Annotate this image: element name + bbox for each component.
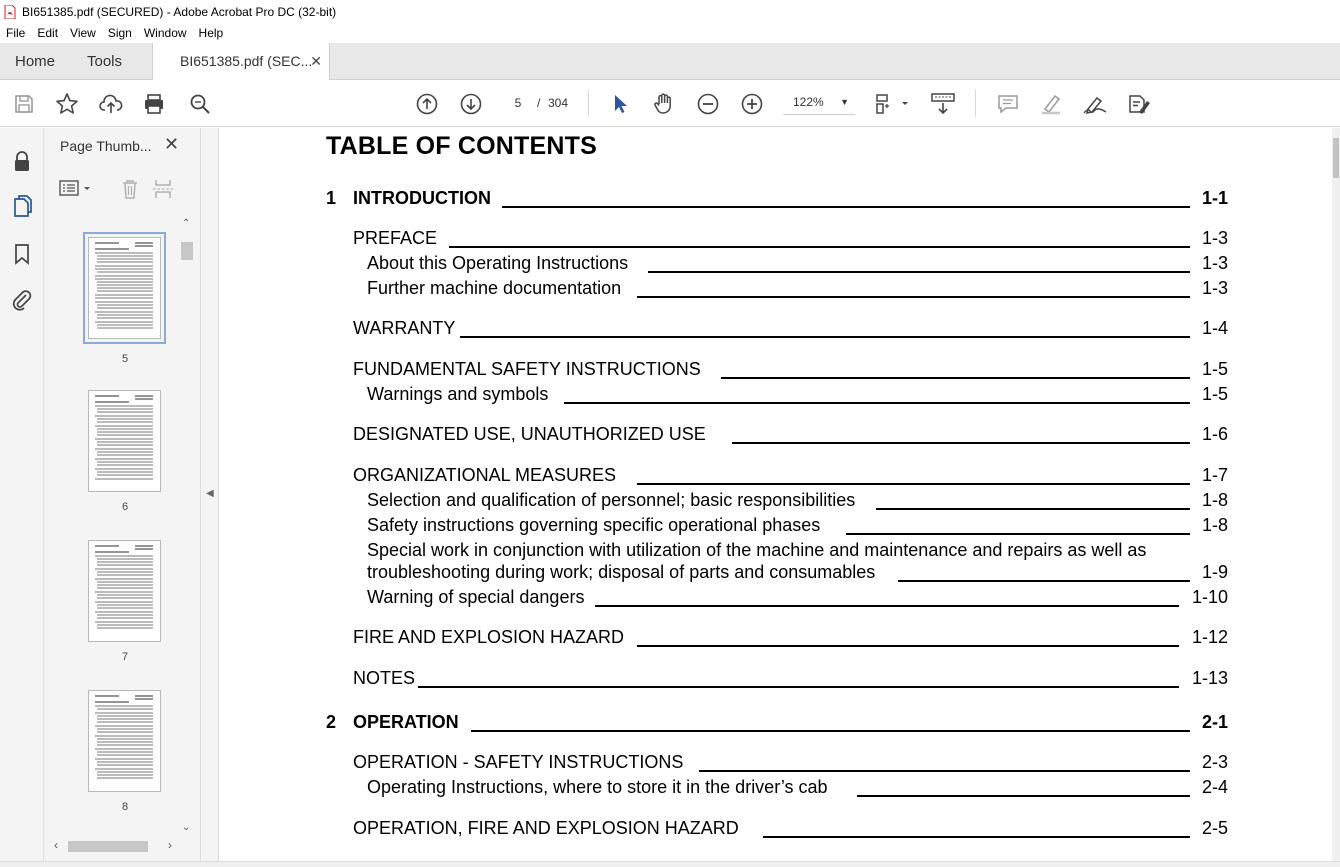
toc-entry[interactable] (367, 278, 1228, 300)
page-thumbnail[interactable] (88, 540, 161, 642)
toc-entry[interactable] (353, 818, 1228, 840)
toc-page: 1-9 (1201, 562, 1228, 582)
thumbnail-list (44, 218, 180, 828)
thumbnail-options-icon[interactable] (59, 179, 93, 202)
sign-icon[interactable] (1082, 91, 1108, 117)
find-icon[interactable] (187, 91, 213, 117)
menu-bar (0, 23, 1340, 43)
toc-entry[interactable] (367, 562, 1228, 584)
attachments-icon[interactable] (9, 287, 35, 313)
toolbar-divider (588, 90, 589, 117)
toc-entry[interactable] (367, 384, 1228, 406)
toc-label: DESIGNATED USE, UNAUTHORIZED USE (353, 424, 706, 444)
panel-collapse-handle[interactable] (201, 128, 219, 861)
page-number-input[interactable]: 5 (514, 96, 522, 110)
toc-label: ORGANIZATIONAL MEASURES (353, 465, 617, 485)
toc-label: Further machine documentation (367, 278, 622, 298)
toc-leader (763, 836, 1190, 838)
thumbnail-page-preview (89, 238, 160, 338)
menu-view[interactable]: View (70, 26, 96, 40)
toc-label: Special work in conjunction with utilization of the machine and maintenance and repairs as well as (367, 540, 1147, 560)
close-tab-icon[interactable]: ✕ (310, 53, 322, 69)
toc-leader (637, 483, 1190, 485)
menu-edit[interactable]: Edit (37, 26, 59, 40)
scroll-up-icon[interactable]: ⌃ (182, 218, 191, 229)
toc-entry[interactable] (353, 359, 1228, 381)
toc-page: 1-4 (1201, 318, 1228, 338)
toc-page: 1-8 (1201, 515, 1228, 535)
title-bar (0, 0, 1340, 23)
toc-leader (876, 508, 1190, 510)
tab-tools[interactable]: Tools (87, 53, 123, 70)
document-scrollbar[interactable] (1332, 128, 1340, 861)
toc-leader (898, 580, 1190, 582)
toc-label: troubleshooting during work; disposal of parts and consumables (367, 562, 876, 582)
page-separator: / (537, 96, 541, 110)
toc-label: About this Operating Instructions (367, 253, 629, 273)
toc-leader (732, 442, 1190, 444)
scrollbar-thumb[interactable] (181, 242, 193, 260)
toc-page: 2-1 (1201, 712, 1228, 732)
toc-label: Safety instructions governing specific operational phases (367, 515, 821, 535)
toc-entry[interactable] (353, 465, 1228, 487)
close-panel-icon[interactable]: ✕ (164, 134, 180, 154)
redact-icon[interactable] (1126, 91, 1152, 117)
toc-entry[interactable] (367, 587, 1228, 609)
toc-leader (637, 296, 1190, 298)
bookmark-star-icon[interactable] (54, 91, 80, 117)
delete-page-icon[interactable] (120, 178, 140, 205)
toc-label: Operating Instructions, where to store it in the driver’s cab (367, 777, 828, 797)
toc-entry[interactable] (367, 540, 1228, 562)
tab-home[interactable]: Home (15, 53, 56, 70)
toc-page: 1-5 (1201, 359, 1228, 379)
panel-title: Page Thumb... (60, 138, 152, 154)
toc-leader (846, 533, 1190, 535)
extract-page-icon[interactable] (152, 178, 174, 205)
toc-entry[interactable] (367, 777, 1228, 799)
prev-page-icon[interactable] (414, 91, 440, 117)
chevron-down-icon: ▼ (840, 97, 849, 107)
thumbnail-page-preview (89, 391, 160, 491)
page-thumbnail[interactable] (88, 237, 161, 339)
zoom-in-icon[interactable] (739, 91, 765, 117)
scroll-down-icon[interactable]: ⌄ (182, 822, 191, 833)
toc-label: Warning of special dangers (367, 587, 585, 607)
toc-page: 1-7 (1201, 465, 1228, 485)
toc-number: 1 (326, 188, 337, 208)
toolbar-divider (975, 90, 976, 117)
toc-page: 1-10 (1191, 587, 1228, 607)
toc-entry[interactable] (367, 490, 1228, 512)
scroll-left-icon[interactable]: ‹ (54, 838, 58, 852)
bookmarks-icon[interactable] (9, 241, 35, 267)
left-navigation-rail (0, 128, 44, 867)
toc-entry[interactable] (367, 253, 1228, 275)
scroll-right-icon[interactable]: › (168, 838, 172, 852)
zoom-value: 122% (793, 95, 824, 109)
thumbnail-scrollbar[interactable] (180, 218, 194, 838)
highlight-icon[interactable] (1038, 91, 1064, 117)
toc-leader (460, 336, 1190, 338)
toc-page: 1-13 (1191, 668, 1228, 688)
thumbnail-page-label: 6 (121, 501, 129, 513)
scrollbar-thumb[interactable] (1333, 138, 1339, 178)
panel-toolbar (44, 172, 201, 204)
menu-file[interactable]: File (6, 26, 26, 40)
scroll-mode-icon[interactable] (930, 91, 956, 117)
toc-label: OPERATION, FIRE AND EXPLOSION HAZARD (353, 818, 739, 838)
page-thumbnail[interactable] (88, 390, 161, 492)
main-toolbar (0, 80, 1340, 127)
hscrollbar-thumb[interactable] (68, 841, 148, 852)
tabs-bar (0, 43, 1340, 80)
lock-icon[interactable] (9, 148, 35, 174)
select-cursor-icon[interactable] (607, 91, 633, 117)
toc-page: 1-3 (1201, 253, 1228, 273)
toc-label: FUNDAMENTAL SAFETY INSTRUCTIONS (353, 359, 701, 379)
tab-document-label: BI651385.pdf (SEC... (180, 53, 313, 69)
thumbnail-page-label: 7 (121, 651, 129, 663)
toc-label: FIRE AND EXPLOSION HAZARD (353, 627, 625, 647)
pdf-file-icon (4, 5, 16, 19)
page-total: 304 (548, 96, 569, 110)
page-title: TABLE OF CONTENTS (326, 132, 597, 160)
status-strip (0, 861, 1340, 867)
next-page-icon[interactable] (458, 91, 484, 117)
toc-leader (502, 206, 1190, 208)
toc-label: OPERATION - SAFETY INSTRUCTIONS (353, 752, 684, 772)
print-icon[interactable] (141, 91, 167, 117)
toc-entry[interactable] (367, 515, 1228, 537)
document-view[interactable] (219, 128, 1332, 861)
tab-document[interactable] (152, 43, 330, 81)
toc-leader (637, 645, 1179, 647)
page-thumbnail[interactable] (88, 690, 161, 792)
toc-page: 2-5 (1201, 818, 1228, 838)
toc-entry[interactable] (326, 712, 1228, 734)
toc-leader (564, 402, 1190, 404)
toc-label: OPERATION (353, 712, 459, 732)
toc-leader (595, 605, 1179, 607)
zoom-out-icon[interactable] (695, 91, 721, 117)
toc-label: WARRANTY (353, 318, 456, 338)
toc-leader (699, 770, 1190, 772)
toc-entry[interactable] (353, 318, 1228, 340)
page-display-icon[interactable] (874, 91, 910, 117)
toc-leader (471, 730, 1190, 732)
upload-cloud-icon[interactable] (98, 91, 124, 117)
page-thumbnails-icon[interactable] (9, 193, 35, 219)
comment-icon[interactable] (995, 91, 1021, 117)
toc-label: Warnings and symbols (367, 384, 549, 404)
menu-sign[interactable]: Sign (107, 26, 132, 40)
toc-entry[interactable] (353, 752, 1228, 774)
toc-page: 1-3 (1201, 228, 1228, 248)
toc-entry[interactable] (353, 668, 1228, 690)
toc-page: 1-1 (1201, 188, 1228, 208)
window-title: BI651385.pdf (SECURED) - Adobe Acrobat Pro DC (32-bit) (22, 4, 337, 19)
thumbnail-page-label: 5 (121, 353, 129, 365)
toc-leader (857, 795, 1190, 797)
zoom-select[interactable] (783, 91, 855, 115)
toc-entry[interactable] (353, 627, 1228, 649)
thumbnail-page-preview (89, 691, 160, 791)
thumbnail-page-preview (89, 541, 160, 641)
toc-page: 1-3 (1201, 278, 1228, 298)
menu-window[interactable]: Window (143, 26, 187, 40)
toc-leader (648, 271, 1190, 273)
toc-page: 1-8 (1201, 490, 1228, 510)
toc-leader (721, 377, 1190, 379)
toc-page: 2-3 (1201, 752, 1228, 772)
toc-entry[interactable] (353, 424, 1228, 446)
page-thumbnails-panel (44, 128, 201, 861)
toc-label: INTRODUCTION (353, 188, 491, 208)
thumbnail-page-label: 8 (121, 801, 129, 813)
toc-label: PREFACE (353, 228, 438, 248)
toc-leader (449, 246, 1190, 248)
toc-page: 2-4 (1201, 777, 1228, 797)
toc-entry[interactable] (326, 188, 1228, 210)
toc-label: NOTES (353, 668, 416, 688)
toc-page: 1-12 (1191, 627, 1228, 647)
toc-number: 2 (326, 712, 337, 732)
thumbnail-hscrollbar[interactable] (52, 838, 180, 854)
toc-page: 1-6 (1201, 424, 1228, 444)
toc-label: Selection and qualification of personnel; basic responsibilities (367, 490, 856, 510)
toc-entry[interactable] (353, 228, 1228, 250)
collapse-left-icon[interactable]: ◀ (206, 488, 214, 499)
toc-leader (418, 686, 1179, 688)
save-icon[interactable] (11, 91, 37, 117)
hand-tool-icon[interactable] (651, 91, 677, 117)
toc-page: 1-5 (1201, 384, 1228, 404)
menu-help[interactable]: Help (198, 26, 224, 40)
